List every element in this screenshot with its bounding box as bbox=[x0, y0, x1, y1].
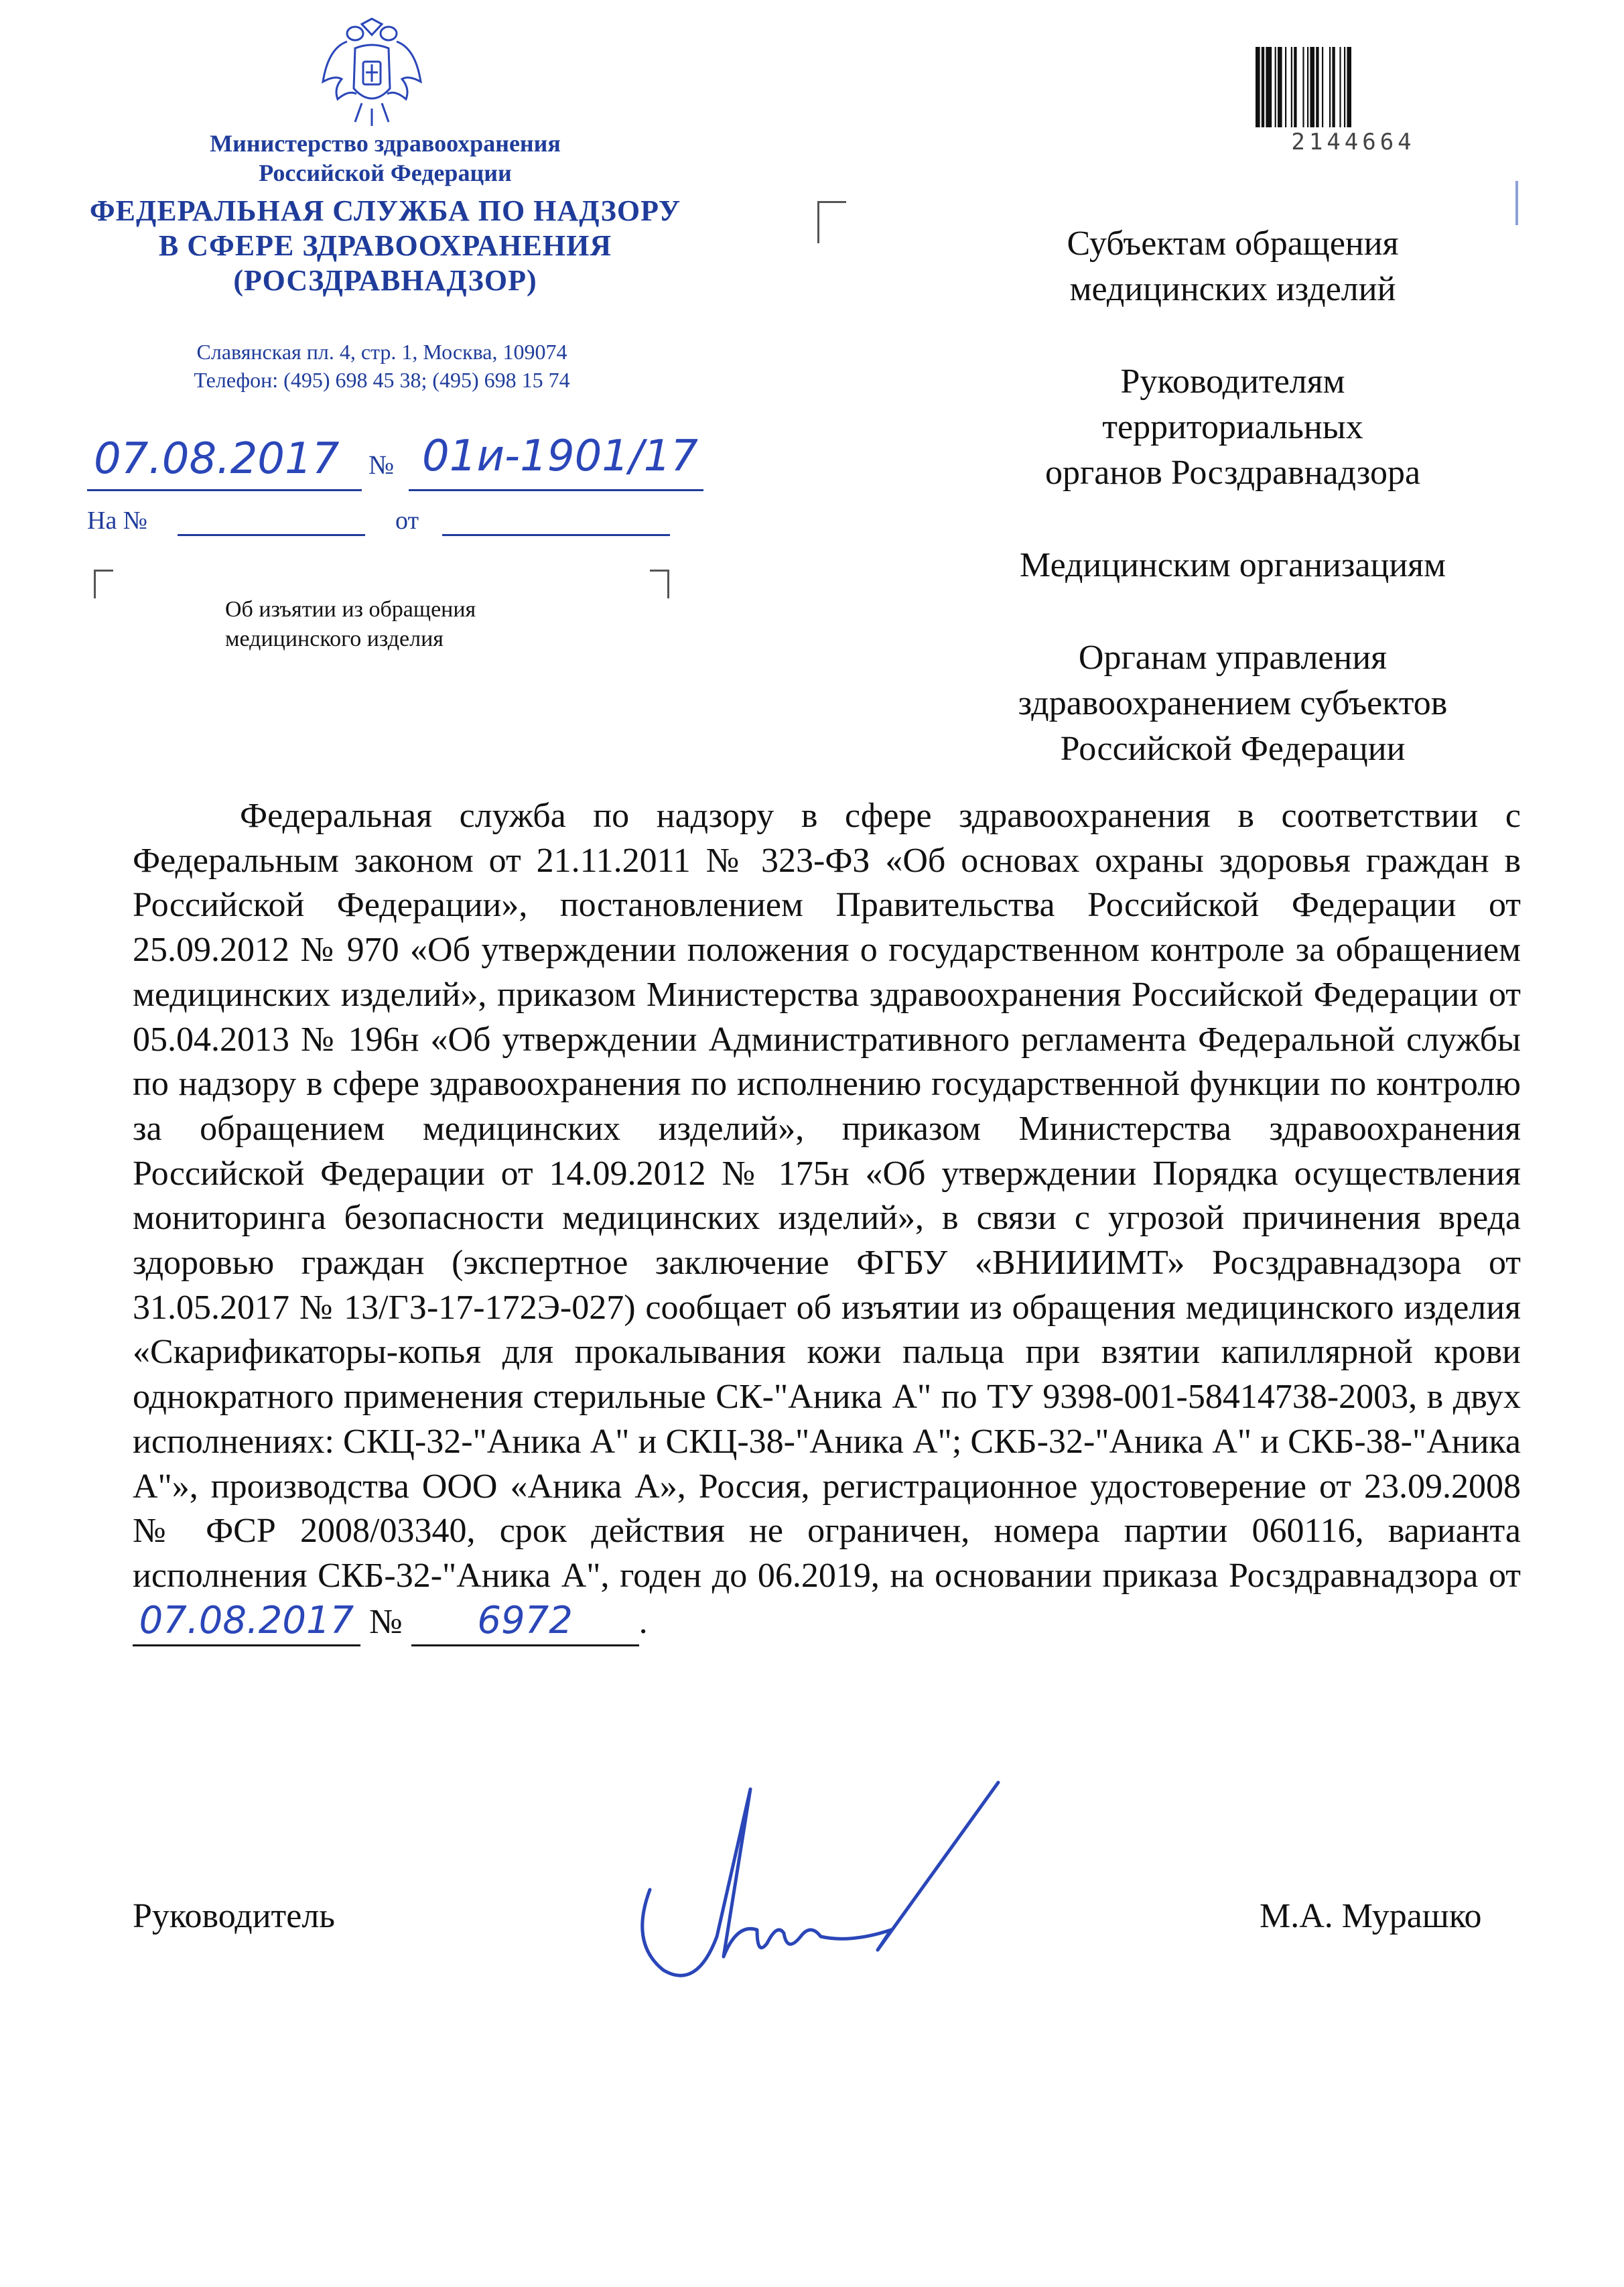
order-date: 07.08.2017 bbox=[139, 1598, 354, 1642]
address-line: Славянская пл. 4, стр. 1, Москва, 109074 bbox=[196, 340, 567, 364]
recipient-line: Руководителям bbox=[1120, 363, 1345, 401]
barcode-bar bbox=[1291, 47, 1292, 127]
barcode-bar bbox=[1332, 47, 1335, 127]
recipient-line: здравоохранением субъектов bbox=[1018, 684, 1448, 722]
outgoing-date: 07.08.2017 bbox=[94, 434, 340, 484]
signatory-name: М.А. Мурашко bbox=[1260, 1897, 1482, 1935]
recipient-group bbox=[864, 543, 1601, 588]
recipient-line: Субъектам обращения bbox=[1067, 224, 1399, 263]
barcode-bar bbox=[1275, 47, 1276, 127]
recipients-block bbox=[864, 221, 1601, 819]
barcode-bar bbox=[1310, 47, 1314, 127]
barcode-bar bbox=[1347, 47, 1351, 127]
recipient-line: Российской Федерации bbox=[1060, 730, 1406, 768]
barcode bbox=[1253, 47, 1454, 131]
on-number-label: На № bbox=[87, 507, 148, 535]
recipient-line: Органам управления bbox=[1078, 639, 1388, 677]
barcode-number: 2144664 bbox=[1291, 129, 1416, 155]
body-end: . bbox=[638, 1602, 648, 1641]
barcode-bar bbox=[1294, 47, 1296, 127]
recipient-line: Медицинским организациям bbox=[1020, 546, 1446, 584]
reference-row bbox=[87, 506, 690, 539]
barcode-bar bbox=[1256, 47, 1260, 127]
corner-mark-recipients bbox=[817, 201, 846, 243]
outgoing-number-row bbox=[87, 434, 757, 495]
corner-mark-right bbox=[650, 570, 669, 598]
order-number-field bbox=[411, 1599, 639, 1647]
recipient-line: медицинских изделий bbox=[1069, 270, 1396, 308]
outgoing-number: 01и-1901/17 bbox=[422, 432, 698, 481]
barcode-bar bbox=[1262, 47, 1264, 127]
letter-body bbox=[133, 794, 1521, 1646]
barcode-bar bbox=[1266, 47, 1272, 127]
barcode-bar bbox=[1278, 47, 1282, 127]
subject-line-2: медицинского изделия bbox=[225, 627, 444, 651]
handwritten-signature bbox=[623, 1769, 1038, 2010]
margin-marker bbox=[1515, 181, 1518, 225]
ministry-line-2: Российской Федерации bbox=[259, 159, 512, 186]
ministry-line-1: Министерство здравоохранения bbox=[210, 130, 561, 157]
order-date-field bbox=[133, 1599, 360, 1647]
service-line-1: ФЕДЕРАЛЬНАЯ СЛУЖБА ПО НАДЗОРУ bbox=[89, 194, 681, 227]
barcode-bar bbox=[1329, 47, 1331, 127]
number-label: № bbox=[368, 450, 395, 480]
corner-mark-left bbox=[94, 570, 113, 598]
recipient-line: органов Росздравнадзора bbox=[1044, 454, 1421, 492]
phone-line: Телефон: (495) 698 45 38; (495) 698 15 74 bbox=[194, 368, 570, 392]
recipient-group bbox=[864, 359, 1601, 496]
subject-line-1: Об изъятии из обращения bbox=[225, 597, 476, 622]
coat-of-arms-emblem bbox=[315, 15, 429, 130]
agency-header bbox=[40, 129, 730, 298]
signatory-role: Руководитель bbox=[133, 1897, 335, 1935]
recipient-line: территориальных bbox=[1102, 408, 1363, 446]
agency-address bbox=[100, 338, 663, 394]
barcode-bar bbox=[1322, 47, 1323, 127]
barcode-bar bbox=[1316, 47, 1318, 127]
from-label: от bbox=[395, 507, 419, 535]
order-number-label: № bbox=[369, 1602, 403, 1641]
barcode-bar bbox=[1302, 47, 1304, 127]
subject bbox=[225, 595, 600, 654]
recipient-group bbox=[864, 221, 1601, 312]
barcode-bar bbox=[1285, 47, 1286, 127]
barcode-bar bbox=[1307, 47, 1308, 127]
order-number: 6972 bbox=[477, 1598, 573, 1642]
service-line-3: (РОСЗДРАВНАДЗОР) bbox=[233, 264, 537, 297]
barcode-bar bbox=[1344, 47, 1345, 127]
service-line-2: В СФЕРЕ ЗДРАВООХРАНЕНИЯ bbox=[158, 229, 612, 262]
barcode-bar bbox=[1339, 47, 1341, 127]
body-paragraph: Федеральная служба по надзору в сфере здравоохранения в соответствии с Федеральным законом от 21.11.2011 № 323-ФЗ «Об основах охраны здоровья граждан в Российской Федерации», постановлением Правительства Российской Федерации от 25.09.2012 № 970 «Об утверждении положения о государственном контроле за обращением медицинских изделий», приказом Министерства здравоохранения Российской Федерации от 05.04.2013 № 196н «Об утверждении Административного регламента Федеральной службы по надзору в сфере здравоохранения по исполнению государственной функции по контролю за обращением медицинских изделий», приказом Министерства здравоохранения Российской Федерации от 14.09.2012 № 175н «Об утверждении Порядка осуществления мониторинга безопасности медицинских изделий», в связи с угрозой причинения вреда здоровью граждан (экспертное заключение ФГБУ «ВНИИИМТ» Росздравнадзора от 31.05.2017 № 13/ГЗ-17-172Э-027) сообщает об изъятии из обращения медицинского изделия «Скарификаторы-копья для прокалывания кожи пальца при взятии капиллярной крови однократного применения стерильные СК-"Аника А" по ТУ 9398-001-58414738-2003, в двух исполнениях: СКЦ-32-"Аника А" и СКЦ-38-"Аника А"; СКБ-32-"Аника А" и СКБ-38-"Аника А"», производства ООО «Аника А», Россия, регистрационное удостоверение от 23.09.2008 № ФСР 2008/03340, срок действия не ограничен, номера партии 060116, варианта исполнения СКБ-32-"Аника А", годен до 06.2019, на основании приказа Росздравнадзора от bbox=[133, 797, 1521, 1595]
recipient-group bbox=[864, 635, 1601, 772]
